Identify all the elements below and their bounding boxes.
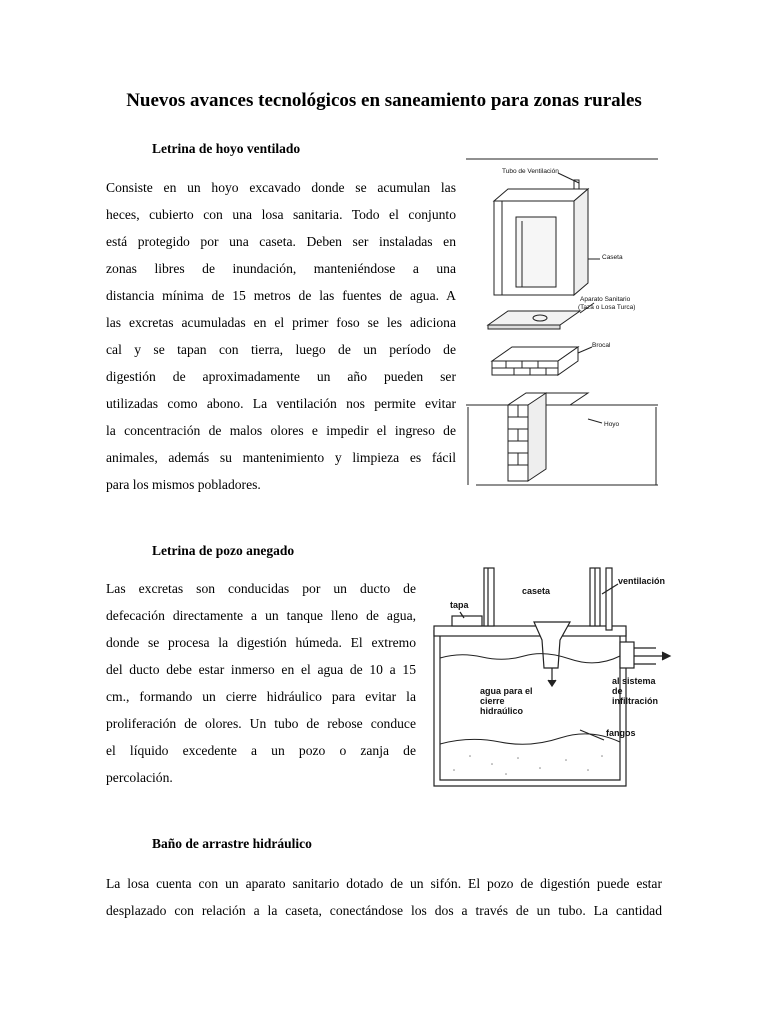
text-line: cal y se tapan con tierra, luego de un período de: [106, 342, 456, 357]
text-line: percolación.: [106, 770, 173, 785]
label-de: de: [612, 686, 623, 696]
label-hoyo: Hoyo: [604, 421, 620, 428]
text-line: Las excretas son conducidas por un ducto de: [106, 581, 416, 596]
text-line: para los mismos pobladores.: [106, 477, 261, 492]
label-fangos: fangos: [606, 728, 636, 738]
text-line: las excretas acumuladas en el primer foso se les adiciona: [106, 315, 456, 330]
flooded-pit-diagram: [430, 560, 674, 792]
section1-paragraph: [106, 174, 456, 498]
page-title: Nuevos avances tecnológicos en saneamiento para zonas rurales: [126, 90, 642, 111]
label-aparato-sanitario: Aparato Sanitario: [580, 296, 631, 303]
label-taza-losa: (Taza o Losa Turca): [578, 304, 636, 311]
text-line: heces, cubierto con una losa sanitaria. Todo el conjunto: [106, 207, 456, 222]
text-line: defecación directamente a un tanque lleno de agua,: [106, 608, 416, 623]
text-line: el líquido excedente a un pozo o zanja de: [106, 743, 416, 758]
section-heading-letrina-hoyo: Letrina de hoyo ventilado: [152, 141, 301, 156]
text-line: digestión de aproximadamente un año pueden ser: [106, 369, 456, 384]
text-line: zonas libres de inundación, manteniéndose a una: [106, 261, 456, 276]
text-line: donde se procesa la digestión húmeda. El extremo: [106, 635, 416, 650]
section2-paragraph: [106, 575, 416, 791]
text-line: cm., formando un cierre hidráulico para evitar la: [106, 689, 416, 704]
text-line: distancia mínima de 15 metros de las fuentes de agua. A: [106, 288, 456, 303]
label-caseta: Caseta: [602, 254, 623, 261]
section3-paragraph: [106, 870, 662, 924]
text-line: la concentración de malos olores e impedir el ingreso de: [106, 423, 456, 438]
text-line: desplazado con relación a la caseta, conectándose los dos a través de un tubo. La cantidad: [106, 903, 662, 918]
text-line: utilizadas como abono. La ventilación nos permite evitar: [106, 396, 456, 411]
text-line: animales, además su mantenimiento y limpieza es fácil: [106, 450, 456, 465]
text-line: La losa cuenta con un aparato sanitario dotado de un sifón. El pozo de digestión puede estar: [106, 876, 662, 891]
section-heading-arrastre-hidraulico: Baño de arrastre hidráulico: [152, 836, 312, 851]
label-caseta: caseta: [522, 586, 551, 596]
text-line: del ducto debe estar inmerso en el agua de 10 a 15: [106, 662, 416, 677]
label-brocal: Brocal: [592, 342, 611, 349]
text-line: proliferación de olores. Un tubo de rebose conduce: [106, 716, 416, 731]
text-line: Consiste en un hoyo excavado donde se acumulan las: [106, 180, 456, 195]
section-heading-pozo-anegado: Letrina de pozo anegado: [152, 543, 295, 558]
label-agua-cierre-3: hidraúlico: [480, 706, 524, 716]
label-ventilacion: ventilación: [618, 576, 666, 586]
label-tubo-ventilacion: Tubo de Ventilación: [502, 168, 559, 175]
label-al-sistema: al sistema: [612, 676, 656, 686]
latrine-exploded-diagram: [466, 155, 658, 487]
label-agua-cierre-2: cierre: [480, 696, 505, 706]
label-infiltracion: infiltración: [612, 696, 659, 706]
label-tapa: tapa: [450, 600, 469, 610]
text-line: está protegido por una caseta. Deben ser instaladas en: [106, 234, 456, 249]
label-agua-cierre: agua para el: [480, 686, 533, 696]
